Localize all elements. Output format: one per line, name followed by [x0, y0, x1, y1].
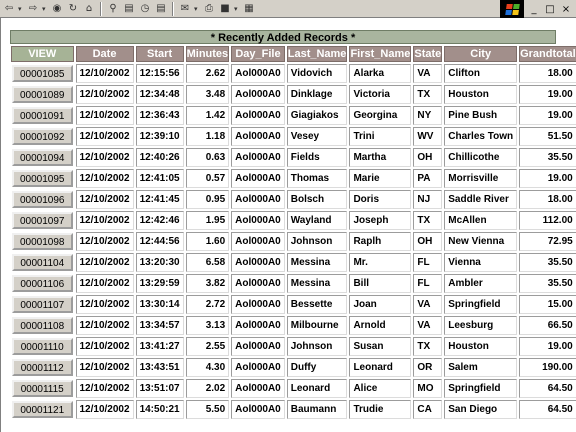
cell-date: 12/10/2002	[76, 64, 134, 83]
cell-start: 13:34:57	[136, 316, 184, 335]
cell-minutes: 3.48	[186, 85, 230, 104]
cell-date: 12/10/2002	[76, 295, 134, 314]
view-record-button[interactable]: 00001091	[12, 107, 73, 124]
history-icon[interactable]: ◷	[140, 3, 150, 14]
cell-state: MO	[413, 379, 442, 398]
cell-day-file: Aol000A0	[231, 295, 285, 314]
cell-city: New Vienna	[444, 232, 517, 251]
cell-day-file: Aol000A0	[231, 127, 285, 146]
column-header-day-file: Day_File	[231, 46, 285, 62]
cell-minutes: 2.72	[186, 295, 230, 314]
cell-city: Houston	[444, 337, 517, 356]
cell-last-name: Baumann	[287, 400, 348, 419]
cell-city: Vienna	[444, 253, 517, 272]
cell-last-name: Milbourne	[287, 316, 348, 335]
cell-city: Salem	[444, 358, 517, 377]
cell-date: 12/10/2002	[76, 127, 134, 146]
cell-city: Charles Town	[444, 127, 517, 146]
table-row	[11, 190, 576, 209]
cell-state: FL	[413, 253, 442, 272]
cell-state: VA	[413, 316, 442, 335]
cell-city: Leesburg	[444, 316, 517, 335]
cell-grandtotal: 19.00	[519, 169, 576, 188]
maximize-button[interactable]: □	[545, 3, 555, 15]
cell-start: 14:50:21	[136, 400, 184, 419]
cell-date: 12/10/2002	[76, 337, 134, 356]
cell-last-name: Bolsch	[287, 190, 348, 209]
cell-last-name: Johnson	[287, 337, 348, 356]
cell-first-name: Doris	[349, 190, 411, 209]
cell-minutes: 0.63	[186, 148, 230, 167]
cell-last-name: Messina	[287, 253, 348, 272]
cell-city: Pine Bush	[444, 106, 517, 125]
cell-grandtotal: 18.00	[519, 64, 576, 83]
cell-state: OH	[413, 232, 442, 251]
column-header-start: Start	[136, 46, 184, 62]
cell-day-file: Aol000A0	[231, 232, 285, 251]
search-icon[interactable]: ⚲	[109, 3, 117, 14]
close-button[interactable]: ×	[561, 3, 571, 15]
cell-date: 12/10/2002	[76, 253, 134, 272]
windows-logo-icon	[500, 0, 524, 18]
cell-view	[11, 169, 74, 188]
cell-last-name: Dinklage	[287, 85, 348, 104]
cell-first-name: Bill	[349, 274, 411, 293]
cell-minutes: 1.60	[186, 232, 230, 251]
table-row	[11, 400, 576, 419]
view-record-button[interactable]: 00001098	[12, 233, 73, 250]
home-icon[interactable]: ⌂	[85, 3, 93, 14]
table-row	[11, 64, 576, 83]
cell-last-name: Vidovich	[287, 64, 348, 83]
cell-first-name: Martha	[349, 148, 411, 167]
view-record-button[interactable]: 00001085	[12, 65, 73, 82]
cell-grandtotal: 19.00	[519, 106, 576, 125]
cell-date: 12/10/2002	[76, 379, 134, 398]
mail-icon[interactable]: ✉	[180, 3, 190, 14]
cell-start: 12:44:56	[136, 232, 184, 251]
cell-date: 12/10/2002	[76, 274, 134, 293]
column-header-minutes: Minutes	[186, 48, 229, 60]
stop-icon[interactable]: ◉	[52, 3, 62, 14]
column-header-view: VIEW	[11, 46, 74, 62]
cell-city: San Diego	[444, 400, 517, 419]
table-row	[11, 232, 576, 251]
records-table	[9, 44, 576, 421]
cell-date: 12/10/2002	[76, 148, 134, 167]
cell-view	[11, 295, 74, 314]
cell-start: 13:43:51	[136, 358, 184, 377]
cell-day-file: Aol000A0	[231, 253, 285, 272]
cell-day-file: Aol000A0	[231, 316, 285, 335]
cell-view	[11, 127, 74, 146]
discuss-icon[interactable]: ▦	[244, 3, 254, 14]
column-header-date: Date	[76, 46, 134, 62]
table-row	[11, 379, 576, 398]
cell-state: NJ	[413, 190, 442, 209]
cell-view	[11, 148, 74, 167]
header-row	[11, 46, 576, 62]
view-record-button[interactable]: 00001121	[12, 401, 73, 418]
view-record-button[interactable]: 00001110	[12, 338, 73, 355]
cell-date: 12/10/2002	[76, 316, 134, 335]
cell-state: TX	[413, 337, 442, 356]
cell-first-name: Arnold	[349, 316, 411, 335]
table-row	[11, 148, 576, 167]
cell-date: 12/10/2002	[76, 106, 134, 125]
cell-first-name: Alice	[349, 379, 411, 398]
cell-start: 13:41:27	[136, 337, 184, 356]
cell-minutes: 1.95	[186, 211, 230, 230]
cell-date: 12/10/2002	[76, 232, 134, 251]
cell-last-name: Johnson	[287, 232, 348, 251]
cell-city: Morrisville	[444, 169, 517, 188]
view-record-button[interactable]: 00001108	[12, 317, 73, 334]
cell-day-file: Aol000A0	[231, 148, 285, 167]
cell-grandtotal: 35.50	[519, 253, 576, 272]
forward-arrow-icon[interactable]: ⇨	[28, 3, 38, 14]
cell-state: VA	[413, 295, 442, 314]
cell-view	[11, 274, 74, 293]
cell-start: 12:15:56	[136, 64, 184, 83]
cell-start: 13:30:14	[136, 295, 184, 314]
cell-grandtotal: 72.95	[519, 232, 576, 251]
table-row	[11, 253, 576, 272]
cell-minutes: 0.57	[186, 169, 230, 188]
cell-start: 12:39:10	[136, 127, 184, 146]
table-caption: * Recently Added Records *	[10, 30, 556, 44]
cell-view	[11, 358, 74, 377]
cell-grandtotal: 19.00	[519, 85, 576, 104]
cell-view	[11, 232, 74, 251]
toolbar-separator	[172, 2, 174, 16]
cell-state: TX	[413, 85, 442, 104]
cell-city: Saddle River	[444, 190, 517, 209]
cell-city: Springfield	[444, 295, 517, 314]
view-record-button[interactable]: 00001107	[12, 296, 73, 313]
cell-first-name: Joseph	[349, 211, 411, 230]
cell-day-file: Aol000A0	[231, 400, 285, 419]
cell-day-file: Aol000A0	[231, 169, 285, 188]
column-header-grandtotal: Grandtotal	[520, 48, 576, 60]
cell-view	[11, 379, 74, 398]
print-icon[interactable]: ⎙	[205, 3, 213, 14]
cell-first-name: Marie	[349, 169, 411, 188]
view-record-button[interactable]: 00001092	[12, 128, 73, 145]
cell-view	[11, 253, 74, 272]
cell-minutes: 5.50	[186, 400, 230, 419]
cell-city: Clifton	[444, 64, 517, 83]
cell-last-name: Messina	[287, 274, 348, 293]
cell-start: 12:36:43	[136, 106, 184, 125]
cell-last-name: Bessette	[287, 295, 348, 314]
edit-dropdown-icon[interactable]: ▾	[234, 5, 238, 13]
cell-city: Chillicothe	[444, 148, 517, 167]
cell-grandtotal: 19.00	[519, 337, 576, 356]
cell-start: 13:20:30	[136, 253, 184, 272]
back-dropdown-icon[interactable]: ▾	[18, 5, 22, 13]
cell-grandtotal: 64.50	[519, 400, 576, 419]
cell-view	[11, 316, 74, 335]
cell-first-name: Alarka	[349, 64, 411, 83]
minimize-button[interactable]: _	[531, 3, 537, 15]
cell-grandtotal: 190.00	[519, 358, 576, 377]
cell-grandtotal: 35.50	[519, 274, 576, 293]
cell-last-name: Wayland	[287, 211, 348, 230]
cell-view	[11, 337, 74, 356]
table-row	[11, 127, 576, 146]
table-row	[11, 295, 576, 314]
cell-start: 12:34:48	[136, 85, 184, 104]
column-header-city: City	[444, 46, 517, 62]
cell-first-name: Raplh	[349, 232, 411, 251]
cell-day-file: Aol000A0	[231, 274, 285, 293]
cell-state: OR	[413, 358, 442, 377]
cell-grandtotal: 64.50	[519, 379, 576, 398]
cell-first-name: Georgina	[349, 106, 411, 125]
table-row	[11, 316, 576, 335]
table-row	[11, 169, 576, 188]
cell-first-name: Trudie	[349, 400, 411, 419]
cell-state: WV	[413, 127, 442, 146]
cell-day-file: Aol000A0	[231, 358, 285, 377]
cell-minutes: 3.82	[186, 274, 230, 293]
view-record-button[interactable]: 00001104	[12, 254, 73, 271]
cell-minutes: 6.58	[186, 253, 230, 272]
cell-day-file: Aol000A0	[231, 337, 285, 356]
cell-grandtotal: 18.00	[519, 190, 576, 209]
cell-state: NY	[413, 106, 442, 125]
cell-view	[11, 64, 74, 83]
cell-state: VA	[413, 64, 442, 83]
cell-grandtotal: 66.50	[519, 316, 576, 335]
cell-grandtotal: 112.00	[519, 211, 576, 230]
cell-city: Springfield	[444, 379, 517, 398]
cell-last-name: Giagiakos	[287, 106, 348, 125]
cell-state: OH	[413, 148, 442, 167]
cell-first-name: Mr.	[349, 253, 411, 272]
view-record-button[interactable]: 00001096	[12, 191, 73, 208]
cell-last-name: Vesey	[287, 127, 348, 146]
cell-last-name: Fields	[287, 148, 348, 167]
cell-date: 12/10/2002	[76, 358, 134, 377]
browser-toolbar	[0, 0, 576, 18]
cell-date: 12/10/2002	[76, 190, 134, 209]
cell-day-file: Aol000A0	[231, 64, 285, 83]
table-row	[11, 211, 576, 230]
cell-start: 12:41:05	[136, 169, 184, 188]
cell-first-name: Trini	[349, 127, 411, 146]
view-record-button[interactable]: 00001115	[12, 380, 73, 397]
column-header-state: State	[414, 48, 442, 60]
cell-date: 12/10/2002	[76, 85, 134, 104]
cell-start: 13:51:07	[136, 379, 184, 398]
view-record-button[interactable]: 00001095	[12, 170, 73, 187]
cell-last-name: Leonard	[287, 379, 348, 398]
cell-minutes: 2.55	[186, 337, 230, 356]
cell-first-name: Leonard	[349, 358, 411, 377]
cell-view	[11, 211, 74, 230]
view-record-button[interactable]: 00001097	[12, 212, 73, 229]
cell-view	[11, 85, 74, 104]
cell-state: CA	[413, 400, 442, 419]
forward-dropdown-icon[interactable]: ▾	[42, 5, 46, 13]
cell-view	[11, 190, 74, 209]
cell-day-file: Aol000A0	[231, 379, 285, 398]
cell-state: FL	[413, 274, 442, 293]
cell-minutes: 1.18	[186, 127, 230, 146]
cell-first-name: Joan	[349, 295, 411, 314]
cell-grandtotal: 15.00	[519, 295, 576, 314]
view-record-button[interactable]: 00001089	[12, 86, 73, 103]
edit-icon[interactable]: ■	[220, 3, 230, 14]
column-header-first-name: First_Name	[350, 48, 411, 60]
table-row	[11, 358, 576, 377]
cell-first-name: Victoria	[349, 85, 411, 104]
cell-date: 12/10/2002	[76, 211, 134, 230]
column-header-last-name: Last_Name	[287, 48, 347, 60]
refresh-icon[interactable]: ↻	[68, 3, 78, 14]
table-row	[11, 85, 576, 104]
cell-date: 12/10/2002	[76, 169, 134, 188]
view-record-button[interactable]: 00001112	[12, 359, 73, 376]
table-row	[11, 274, 576, 293]
cell-city: Ambler	[444, 274, 517, 293]
cell-date: 12/10/2002	[76, 400, 134, 419]
cell-grandtotal: 51.50	[519, 127, 576, 146]
cell-first-name: Susan	[349, 337, 411, 356]
mail-dropdown-icon[interactable]: ▾	[194, 5, 198, 13]
cell-day-file: Aol000A0	[231, 211, 285, 230]
cell-view	[11, 400, 74, 419]
cell-last-name: Thomas	[287, 169, 348, 188]
cell-city: McAllen	[444, 211, 517, 230]
content-frame	[0, 18, 576, 432]
media-icon[interactable]: ▤	[156, 3, 166, 14]
cell-minutes: 0.95	[186, 190, 230, 209]
view-record-button[interactable]: 00001106	[12, 275, 73, 292]
cell-start: 12:40:26	[136, 148, 184, 167]
cell-grandtotal: 35.50	[519, 148, 576, 167]
cell-minutes: 4.30	[186, 358, 230, 377]
back-arrow-icon[interactable]: ⇦	[4, 3, 14, 14]
cell-state: TX	[413, 211, 442, 230]
cell-day-file: Aol000A0	[231, 106, 285, 125]
cell-minutes: 1.42	[186, 106, 230, 125]
view-record-button[interactable]: 00001094	[12, 149, 73, 166]
cell-day-file: Aol000A0	[231, 85, 285, 104]
cell-last-name: Duffy	[287, 358, 348, 377]
toolbar-separator	[100, 2, 102, 16]
cell-start: 13:29:59	[136, 274, 184, 293]
cell-day-file: Aol000A0	[231, 190, 285, 209]
cell-start: 12:42:46	[136, 211, 184, 230]
cell-minutes: 2.62	[186, 64, 230, 83]
cell-city: Houston	[444, 85, 517, 104]
cell-state: PA	[413, 169, 442, 188]
cell-minutes: 3.13	[186, 316, 230, 335]
cell-start: 12:41:45	[136, 190, 184, 209]
favorites-icon[interactable]: ▤	[124, 3, 134, 14]
cell-minutes: 2.02	[186, 379, 230, 398]
table-row	[11, 106, 576, 125]
table-row	[11, 337, 576, 356]
cell-view	[11, 106, 74, 125]
